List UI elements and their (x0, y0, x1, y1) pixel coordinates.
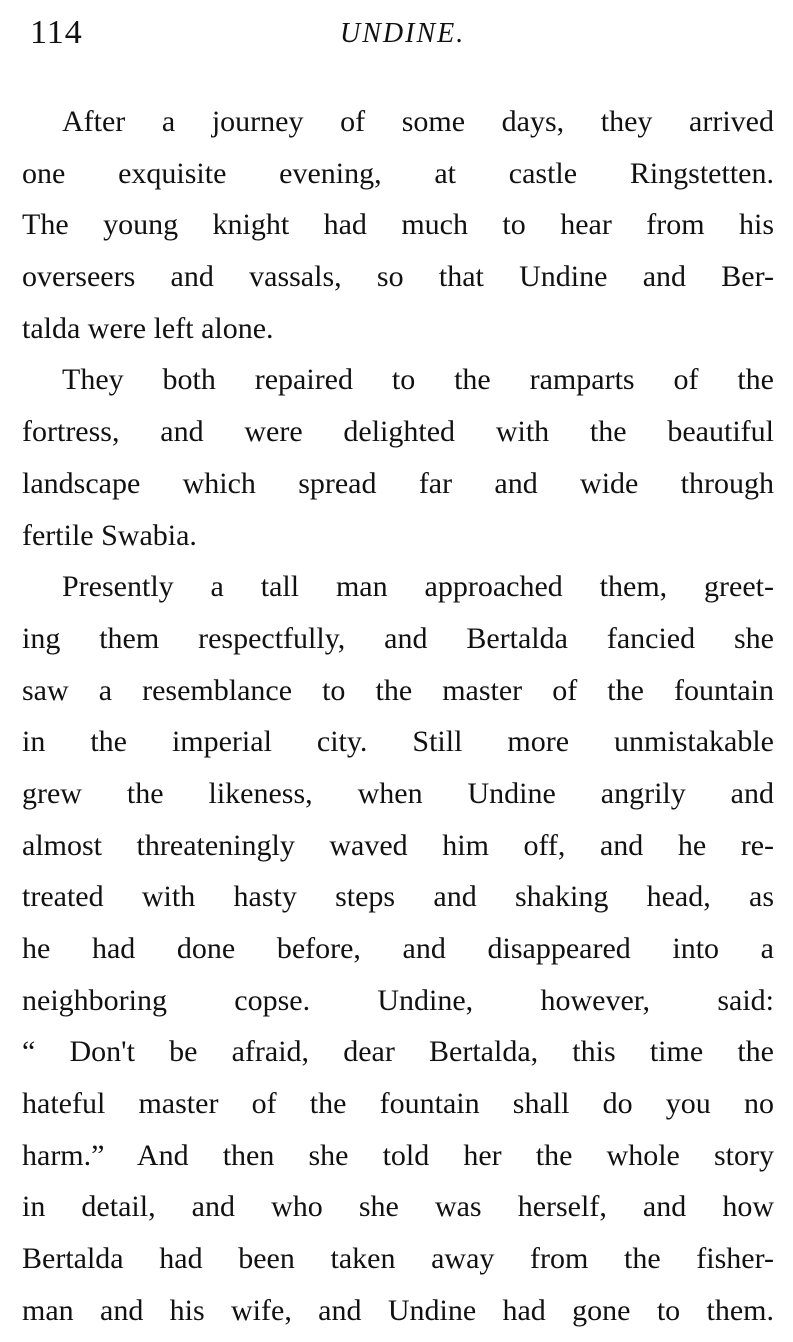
paragraph (22, 354, 774, 561)
text-line: “ Don't be afraid, dear Bertalda, this time the (22, 1035, 774, 1069)
text-line: fortress, and were delighted with the beautiful (22, 415, 774, 449)
running-head: UNDINE. (340, 18, 466, 49)
text-line: man and his wife, and Undine had gone to them. (22, 1293, 774, 1327)
paragraph (22, 96, 774, 354)
text-line: neighboring copse. Undine, however, said: (22, 983, 774, 1017)
text-line: Bertalda had been taken away from the fisher- (22, 1242, 774, 1276)
page-header (30, 14, 773, 58)
text-line: almost threateningly waved him off, and he re- (22, 828, 774, 862)
text-line: They both repaired to the ramparts of the (62, 363, 774, 397)
text-line: hateful master of the fountain shall do you no (22, 1087, 774, 1121)
text-line: in detail, and who she was herself, and how (22, 1190, 774, 1224)
paragraph (22, 561, 774, 1336)
text-line: harm.” And then she told her the whole story (22, 1138, 774, 1172)
text-line: he had done before, and disappeared into a (22, 932, 774, 965)
text-line: landscape which spread far and wide through (22, 466, 774, 500)
text-line: talda were left alone. (22, 311, 274, 345)
text-line: treated with hasty steps and shaking head, as (22, 880, 774, 914)
text-line: in the imperial city. Still more unmistakable (22, 725, 774, 759)
page-number: 114 (30, 14, 83, 51)
text-line: ing them respectfully, and Bertalda fancied she (22, 621, 774, 655)
text-line: The young knight had much to hear from his (22, 208, 774, 242)
text-line: saw a resemblance to the master of the fountain (22, 673, 774, 707)
text-line: Presently a tall man approached them, greet- (62, 570, 774, 604)
text-line: overseers and vassals, so that Undine and Ber- (22, 260, 774, 294)
text-line: fertile Swabia. (22, 518, 197, 552)
text-line: After a journey of some days, they arrived (62, 105, 774, 138)
text-line: grew the likeness, when Undine angrily and (22, 776, 774, 810)
body-text (22, 96, 774, 1337)
text-line: one exquisite evening, at castle Ringstetten. (22, 156, 774, 190)
